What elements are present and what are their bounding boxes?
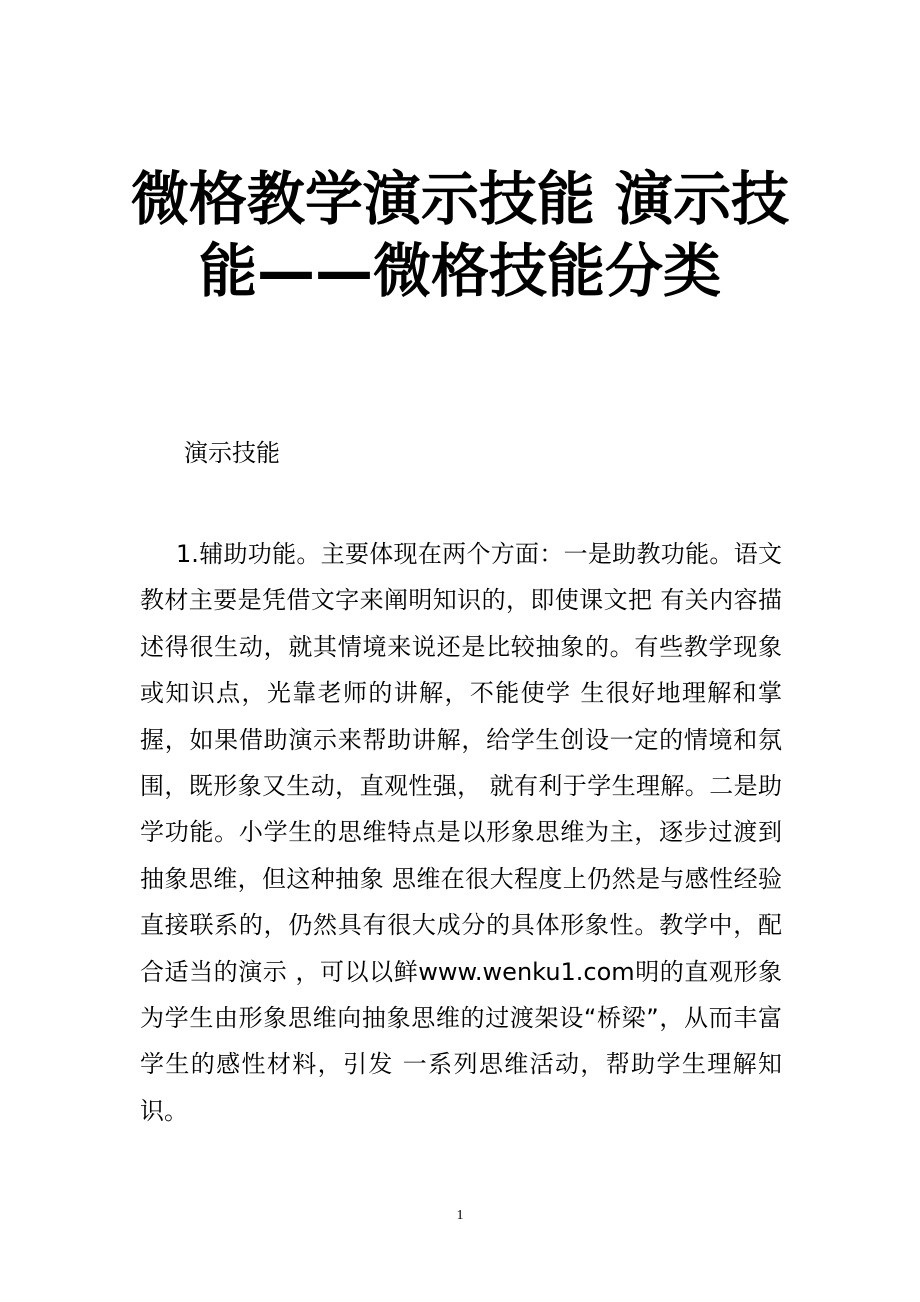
body-paragraph: 1.辅助功能。主要体现在两个方面：一是助教功能。语文教材主要是凭借文字来阐明知识的，即使课文把 有关内容描述得很生动，就其情境来说还是比较抽象的。有些教学现象或知识点，光靠老师的讲解，不能使学 生很好地理解和掌握，如果借助演示来帮助讲解，给学生创设一定的情境和氛围，既形象又生动，直观性强， 就有利于学生理解。二是助学功能。小学生的思维特点是以形象思维为主，逐步过渡到抽象思维，但这种抽象 思维在很大程度上仍然是与感性经验直接联系的，仍然具有很大成分的具体形象性。教学中，配合适当的演示 ，可以以鲜www.wenku1.com明的直观形象为学生由形象思维向抽象思维的过渡架设“桥梁”，从而丰富学生的感性材料，引发 一系列思维活动，帮助学生理解知识。 xyxy=(140,540,782,1125)
document-title: 微格教学演示技能 演示技能——微格技能分类 xyxy=(130,165,790,305)
page-number: 1 xyxy=(456,1208,464,1223)
section-heading: 演示技能 xyxy=(184,439,280,467)
